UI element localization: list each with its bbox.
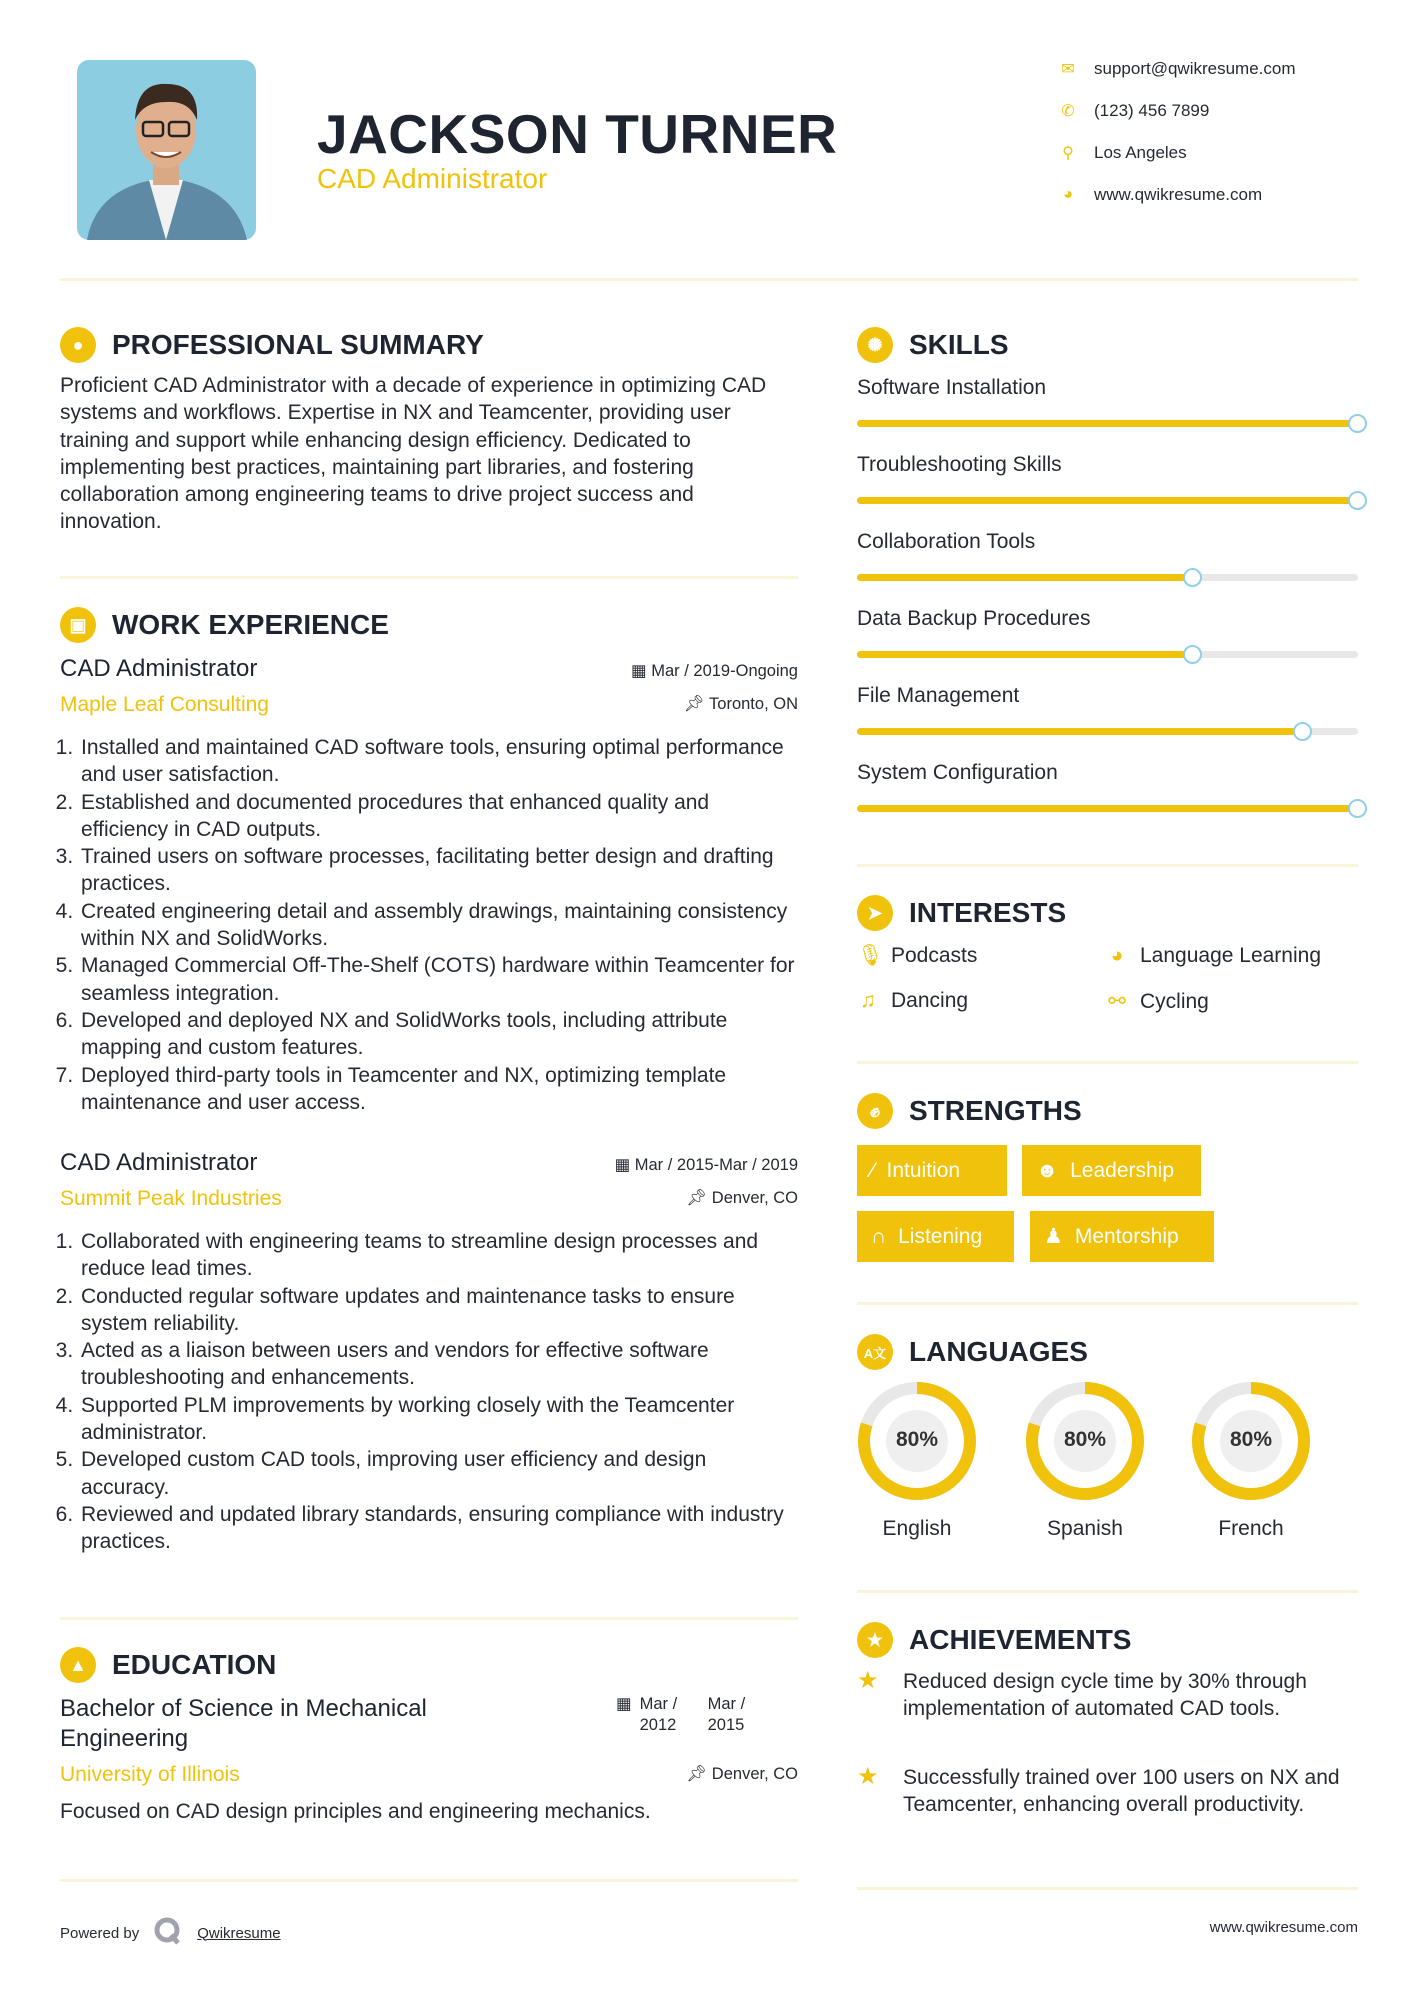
qwikresume-link[interactable]: Qwikresume — [197, 1924, 281, 1942]
job-date — [615, 1155, 798, 1175]
skill-label: File Management — [857, 684, 1020, 707]
summary-text: Proficient CAD Administrator with a decade of experience in optimizing CAD systems and workflows. Expertise in NX and Teamcenter, providing user training and support while enhancing design efficiency. Dedicated to implementing best practices, maintaining part libraries, and fostering collaboration among engineering teams to drive project success and innovation. — [60, 374, 767, 534]
list-item: 6. Developed and deployed NX and SolidWorks tools, including attribute mapping and custom features. — [79, 1007, 800, 1062]
company-name: Maple Leaf Consulting — [60, 693, 269, 716]
skill-bar-handle[interactable] — [1183, 568, 1202, 587]
company-name: Summit Peak Industries — [60, 1187, 282, 1210]
list-item: 4. Created engineering detail and assembly drawings, maintaining consistency within NX and SolidWorks. — [79, 898, 800, 953]
languages-heading — [857, 1334, 1088, 1370]
job-date-text: Mar / 2015-Mar / 2019 — [634, 1156, 798, 1174]
interest-label: Cycling — [1140, 989, 1209, 1013]
list-item: 1. Collaborated with engineering teams to streamline design processes and reduce lead times. — [79, 1228, 800, 1283]
divider — [857, 1887, 1358, 1890]
skill-bar — [857, 728, 1358, 735]
list-item: 2. Conducted regular software updates and maintenance tasks to ensure system reliability. — [79, 1283, 800, 1338]
strength-tag — [857, 1145, 1007, 1196]
calendar-icon: ▦ — [614, 1156, 635, 1174]
contact-text[interactable]: (123) 456 7899 — [1094, 101, 1210, 120]
job-location — [684, 695, 798, 714]
skill-label: Software Installation — [857, 376, 1047, 399]
interests-heading-text: INTERESTS — [909, 897, 1067, 928]
contact-text[interactable]: support@qwikresume.com — [1094, 59, 1296, 78]
contact-item — [1058, 57, 1296, 81]
divider — [857, 864, 1358, 867]
education-heading-text: EDUCATION — [112, 1649, 277, 1680]
list-item: 5. Developed custom CAD tools, improving user efficiency and design accuracy. — [79, 1446, 800, 1501]
list-item: 3. Acted as a liaison between users and vendors for effective software troubleshooting and enhancements. — [79, 1337, 800, 1392]
location-pin-icon: ⚲ — [1062, 145, 1074, 162]
skill-bar-fill — [857, 728, 1303, 735]
education-dates — [616, 1694, 758, 1736]
job-location — [686, 1189, 798, 1208]
interests-heading — [857, 895, 1066, 931]
skill-bar — [857, 651, 1358, 658]
skill-bar-fill — [857, 574, 1193, 581]
responsibility-list — [60, 1228, 800, 1556]
summary-heading — [60, 327, 484, 363]
skill-label: Troubleshooting Skills — [857, 453, 1062, 476]
header-divider — [60, 278, 1358, 281]
divider — [60, 576, 798, 579]
interest-item — [1106, 989, 1209, 1014]
skill-bar — [857, 574, 1358, 581]
skill-label: Collaboration Tools — [857, 530, 1036, 553]
skill-bar — [857, 805, 1358, 812]
language-label: French — [1218, 1517, 1284, 1540]
pin-icon: 📌︎ — [683, 695, 710, 713]
calendar-icon: ▦ — [616, 1695, 632, 1713]
skill-bar — [857, 420, 1358, 427]
job-title: CAD Administrator — [60, 1149, 258, 1176]
skill-bar-fill — [857, 420, 1358, 427]
strength-tag — [1022, 1145, 1201, 1196]
contact-item — [1058, 99, 1209, 123]
contact-item — [1058, 183, 1262, 207]
languages-heading-text: LANGUAGES — [909, 1336, 1088, 1367]
skill-bar-fill — [857, 497, 1358, 504]
headphones-icon: ∩ — [871, 1224, 887, 1248]
interest-label: Language Learning — [1140, 944, 1322, 967]
pin-icon: 📌︎ — [686, 1765, 712, 1783]
responsibility-list — [60, 734, 800, 1116]
contact-text[interactable]: Los Angeles — [1094, 143, 1187, 162]
language-percent: 80% — [1063, 1428, 1107, 1451]
skill-label: Data Backup Procedures — [857, 607, 1091, 630]
achievement-item: Successfully trained over 100 users on NX and Teamcenter, enhancing overall productivity. — [903, 1766, 1340, 1817]
degree: Bachelor of Science in Mechanical Engineering — [60, 1695, 427, 1752]
profile-photo — [77, 60, 256, 240]
bicycle-icon: ⚯ — [1108, 990, 1126, 1013]
list-item: 2. Established and documented procedures that enhanced quality and efficiency in CAD outputs. — [79, 789, 800, 844]
music-note-icon: ♫ — [860, 989, 876, 1012]
interest-label: Dancing — [891, 989, 969, 1012]
star-icon: ★ — [857, 1763, 879, 1790]
job-location-text: Denver, CO — [711, 1189, 798, 1207]
graduation-icon: ▲ — [60, 1647, 96, 1683]
skill-bar — [857, 497, 1358, 504]
skills-heading — [857, 327, 1009, 363]
star-icon: ★ — [857, 1667, 879, 1694]
candidate-title: CAD Administrator — [317, 163, 548, 194]
education-description: Focused on CAD design principles and engineering mechanics. — [60, 1800, 651, 1823]
achievements-heading — [857, 1622, 1131, 1658]
education-heading — [60, 1647, 276, 1683]
achievement-item: Reduced design cycle time by 30% through implementation of automated CAD tools. — [903, 1670, 1307, 1721]
star-badge-icon: ★ — [857, 1622, 893, 1658]
achievements-heading-text: ACHIEVEMENTS — [909, 1624, 1132, 1655]
language-label: English — [882, 1517, 952, 1540]
phone-icon: ✆ — [1061, 103, 1075, 120]
lightbulb-icon: ✺ — [857, 327, 893, 363]
divider — [60, 1879, 798, 1882]
list-item: 1. Installed and maintained CAD software tools, ensuring optimal performance and user satisfaction. — [79, 734, 800, 789]
skill-bar-handle[interactable] — [1348, 491, 1367, 510]
summary-heading-text: PROFESSIONAL SUMMARY — [112, 329, 484, 360]
strength-tag — [1030, 1211, 1214, 1262]
globe-icon: ◕ — [1110, 944, 1124, 967]
powered-by-label: Powered by — [60, 1924, 140, 1942]
calendar-icon: ▦ — [631, 662, 652, 680]
list-item: 6. Reviewed and updated library standards, ensuring compliance with industry practices. — [79, 1501, 800, 1556]
strength-tag — [857, 1211, 1014, 1262]
skill-bar-fill — [857, 651, 1193, 658]
candidate-name: JACKSON TURNER — [317, 103, 838, 165]
pin-icon: 📌︎ — [686, 1189, 712, 1207]
skill-bar-handle[interactable] — [1348, 414, 1367, 433]
experience-heading-text: WORK EXPERIENCE — [112, 609, 389, 640]
language-label: Spanish — [1047, 1517, 1123, 1540]
school-name: University of Illinois — [60, 1763, 240, 1786]
paper-plane-icon: ➤ — [857, 895, 893, 931]
experience-heading — [60, 607, 389, 643]
magic-wand-icon: ⁄ — [871, 1158, 875, 1182]
divider — [857, 1061, 1358, 1064]
interest-label: Podcasts — [891, 944, 978, 967]
language-percent: 80% — [1229, 1428, 1273, 1451]
users-icon: ☻ — [1036, 1158, 1059, 1182]
skills-heading-text: SKILLS — [909, 329, 1009, 360]
qwikresume-logo-icon — [153, 1916, 183, 1950]
divider — [857, 1302, 1358, 1305]
divider — [60, 1617, 798, 1620]
list-item: 7. Deployed third-party tools in Teamcenter and NX, optimizing template maintenance and user access. — [79, 1062, 800, 1117]
strength-label: Leadership — [1070, 1158, 1175, 1182]
job-date-text: Mar / 2019-Ongoing — [651, 662, 798, 680]
fist-icon: ✊︎ — [857, 1093, 893, 1129]
translate-icon: A文 — [857, 1334, 893, 1370]
skill-bar-handle[interactable] — [1348, 799, 1367, 818]
language-percent: 80% — [895, 1428, 939, 1451]
list-item: 5. Managed Commercial Off-The-Shelf (COTS) hardware within Teamcenter for seamless integration. — [79, 952, 800, 1007]
interest-item — [1106, 944, 1321, 968]
skill-bar-handle[interactable] — [1293, 722, 1312, 741]
microphone-icon: 🎙 — [857, 944, 884, 967]
list-item: 3. Trained users on software processes, facilitating better design and drafting practices. — [79, 843, 800, 898]
contact-text[interactable]: www.qwikresume.com — [1094, 185, 1263, 204]
envelope-icon: ✉ — [1061, 61, 1075, 78]
education-end: Mar / 2015 — [707, 1695, 746, 1734]
interest-item — [857, 989, 968, 1013]
strength-label: Listening — [898, 1224, 983, 1248]
user-icon: ● — [60, 327, 96, 363]
strengths-heading-text: STRENGTHS — [909, 1095, 1082, 1126]
globe-icon: ◕ — [1063, 186, 1073, 203]
footer-powered — [60, 1916, 281, 1950]
footer-url[interactable]: www.qwikresume.com — [1209, 1919, 1358, 1936]
skill-bar-fill — [857, 805, 1358, 812]
divider — [857, 1590, 1358, 1593]
language-ring — [1023, 1379, 1147, 1503]
strength-label: Intuition — [886, 1158, 961, 1182]
briefcase-icon: ▣ — [60, 607, 96, 643]
user-plus-icon: ♟ — [1044, 1225, 1063, 1248]
language-ring — [855, 1379, 979, 1503]
education-start: Mar / 2012 — [639, 1695, 678, 1734]
contact-item — [1058, 141, 1187, 165]
language-ring — [1189, 1379, 1313, 1503]
job-date — [631, 661, 798, 681]
interest-item — [857, 944, 977, 968]
job-title: CAD Administrator — [60, 655, 258, 682]
job-location-text: Toronto, ON — [709, 695, 798, 713]
education-location: 📌︎ Denver, CO — [686, 1765, 798, 1783]
list-item: 4. Supported PLM improvements by working closely with the Teamcenter administrator. — [79, 1392, 800, 1447]
skill-bar-handle[interactable] — [1183, 645, 1202, 664]
strength-label: Mentorship — [1074, 1224, 1179, 1248]
strengths-heading — [857, 1093, 1082, 1129]
skill-label: System Configuration — [857, 761, 1058, 784]
